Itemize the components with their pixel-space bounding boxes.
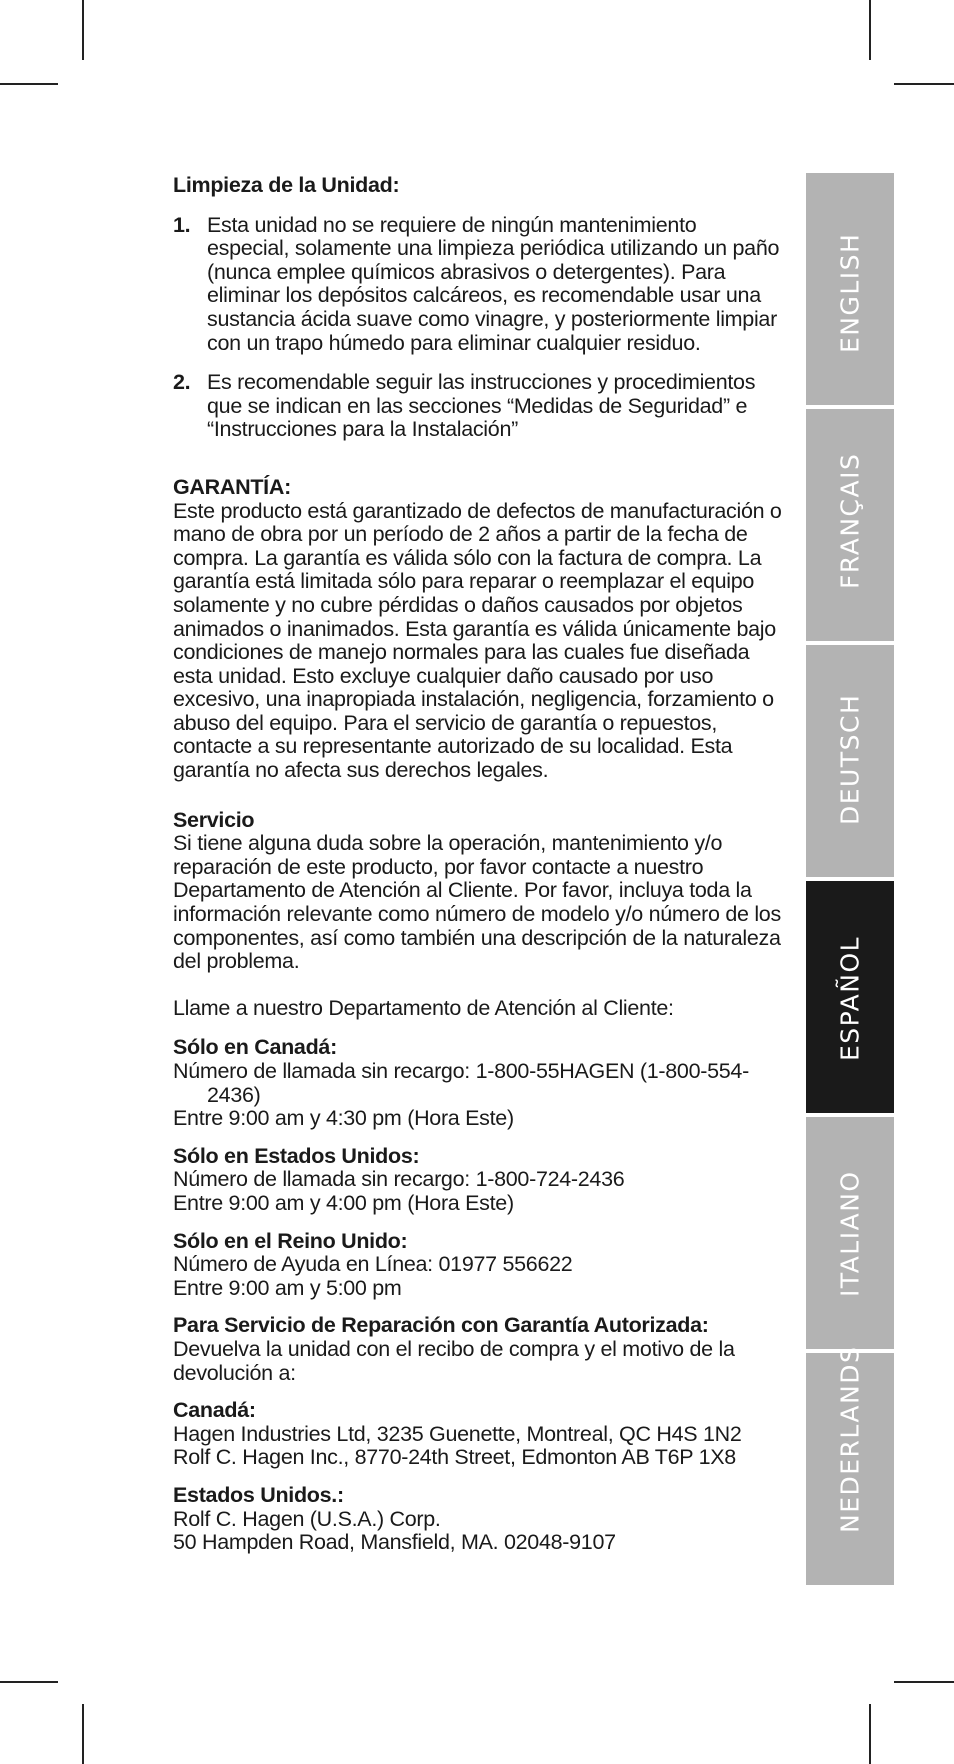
- crop-mark: [82, 0, 84, 60]
- crop-mark: [894, 1681, 954, 1683]
- tab-label: DEUTSCH: [835, 693, 865, 825]
- contact-uk-phone: Número de Ayuda en Línea: 01977 556622: [173, 1252, 573, 1277]
- repair-text: Devuelva la unidad con el recibo de compra y el motivo de la devolución a:: [173, 1336, 735, 1385]
- contact-usa-hours: Entre 9:00 am y 4:00 pm (Hora Este): [173, 1190, 514, 1215]
- tab-deutsch[interactable]: [806, 645, 894, 878]
- tab-english[interactable]: [806, 173, 894, 406]
- language-tabs: [806, 173, 894, 1590]
- tab-label: ITALIANO: [835, 1170, 865, 1297]
- tab-label: NEDERLANDS: [835, 1345, 865, 1533]
- warranty-heading: GARANTÍA:: [173, 474, 291, 499]
- step-text: Esta unidad no se requiere de ningún mantenimiento especial, solamente una limpieza periódica utilizando un paño (nunca emplee químicos abrasivos o detergentes). Para eliminar los depósitos calcáreos, es recomendable usar una sustancia ácida suave como vinagre, y posteriormente limpiar con un trapo húmedo para eliminar cualquier residuo.: [207, 212, 780, 355]
- address-usa: [173, 1484, 783, 1555]
- crop-mark: [869, 1704, 871, 1764]
- address-usa-line: 50 Hampden Road, Mansfield, MA. 02048-9107: [173, 1530, 616, 1555]
- step-number: 2.: [173, 370, 191, 395]
- tab-espanol[interactable]: [806, 881, 894, 1114]
- contact-usa-phone: Número de llamada sin recargo: 1-800-724-2436: [173, 1167, 625, 1192]
- crop-mark: [894, 83, 954, 85]
- contact-uk: [173, 1230, 783, 1301]
- address-canada-line: Hagen Industries Ltd, 3235 Guenette, Montreal, QC H4S 1N2: [173, 1421, 742, 1446]
- contact-canada-heading: Sólo en Canadá:: [173, 1035, 337, 1060]
- tab-italiano[interactable]: [806, 1117, 894, 1350]
- tab-label: ENGLISH: [835, 232, 865, 353]
- contact-usa: [173, 1145, 783, 1216]
- contact-uk-hours: Entre 9:00 am y 5:00 pm: [173, 1275, 402, 1300]
- tab-francais[interactable]: [806, 409, 894, 642]
- crop-mark: [0, 1681, 58, 1683]
- warranty-text: Este producto está garantizado de defectos de manufacturación o mano de obra por un período de 2 años a partir de la fecha de compra. La garantía es válida sólo con la factura de compra. La garantía está limitada sólo para reparar o reemplazar el equipo solamente y no cubre pérdidas o daños causados por objetos animados o inanimados. Esta garantía es válida únicamente bajo condiciones de manejo normales para las cuales fue diseñada esta unidad. Esto excluye cualquier daño causado por uso excesivo, una inapropiada instalación, negligencia, forzamiento o abuso del equipo. Para el servicio de garantía o repuestos, contacte a su representante autorizado de su localidad. Esta garantía no afecta sus derechos legales.: [173, 498, 782, 783]
- address-canada: [173, 1399, 783, 1470]
- address-usa-line: Rolf C. Hagen (U.S.A.) Corp.: [173, 1506, 441, 1531]
- service-section: [173, 809, 783, 1021]
- list-item: [173, 371, 783, 442]
- crop-mark: [82, 1704, 84, 1764]
- cleaning-steps: [173, 214, 783, 442]
- address-usa-heading: Estados Unidos.:: [173, 1482, 344, 1507]
- crop-mark: [869, 0, 871, 60]
- service-text: Si tiene alguna duda sobre la operación, mantenimiento y/o reparación de este producto, por favor contacte a nuestro Departamento de Atención al Cliente. Por favor, incluya toda la información relevante como número de modelo y/o número de los componentes, así como también una descripción de la naturaleza del problema.: [173, 831, 781, 974]
- step-number: 1.: [173, 212, 191, 237]
- service-call-text: Llame a nuestro Departamento de Atención al Cliente:: [173, 995, 674, 1020]
- address-canada-line: Rolf C. Hagen Inc., 8770-24th Street, Edmonton AB T6P 1X8: [173, 1445, 736, 1470]
- contact-canada-phone: [173, 1060, 783, 1107]
- repair-heading: Para Servicio de Reparación con Garantía Autorizada:: [173, 1313, 709, 1338]
- service-heading: Servicio: [173, 807, 255, 832]
- tab-nederlands[interactable]: [806, 1345, 894, 1586]
- address-canada-heading: Canadá:: [173, 1398, 256, 1423]
- cleaning-heading: Limpieza de la Unidad:: [173, 173, 400, 197]
- warranty-section: [173, 476, 783, 783]
- contact-canada-phone-a: Número de llamada sin recargo: 1-800-55HAGEN (1-800-554-: [173, 1059, 749, 1083]
- manual-page-content: [173, 174, 783, 1555]
- list-item: [173, 214, 783, 356]
- crop-mark: [0, 83, 58, 85]
- step-text: Es recomendable seguir las instrucciones y procedimientos que se indican en las secciones “Medidas de Seguridad” e “Instrucciones para la Instalación”: [207, 370, 756, 442]
- contact-uk-heading: Sólo en el Reino Unido:: [173, 1228, 408, 1253]
- contact-usa-heading: Sólo en Estados Unidos:: [173, 1143, 420, 1168]
- tab-label: FRANÇAIS: [835, 452, 865, 589]
- contact-canada: [173, 1036, 783, 1130]
- repair-service: [173, 1314, 783, 1385]
- contact-canada-hours: Entre 9:00 am y 4:30 pm (Hora Este): [173, 1106, 514, 1131]
- tab-label: ESPAÑOL: [835, 935, 865, 1061]
- contact-canada-phone-b: 2436): [207, 1082, 261, 1107]
